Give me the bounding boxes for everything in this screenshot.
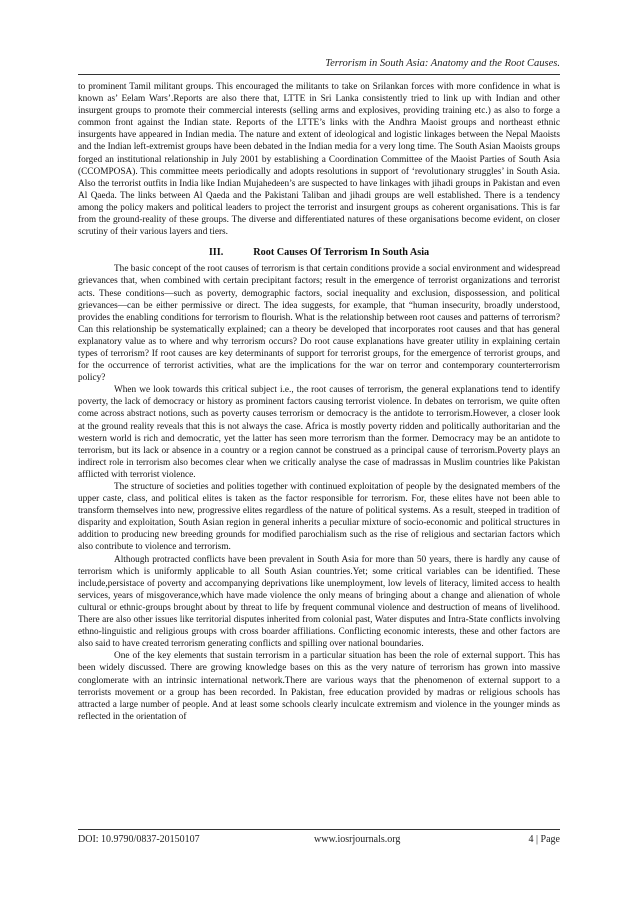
footer-doi: DOI: 10.9790/0837-20150107 bbox=[78, 834, 200, 845]
paragraph: The basic concept of the root causes of terrorism is that certain conditions provide a social environment and widespread grievances that, when combined with certain precipitant factors; result in the emergence of terrorist organizations and terrorist acts. These conditions—such as poverty, demographic factors, social inequality and exclusion, dispossession, and political grievances—can be either permissive or direct. The idea suggests, for example, that “human insecurity, broadly understood, provides the enabling conditions for terrorism to flourish. What is the relationship between root causes and patterns of terrorism? Can this relationship be systematically explained; can a theory be developed that incorporates root causes and that has general explanatory value as to where and why terrorism occurs? Do root cause explanations have greater utility in explaining certain types of terrorism? If root causes are key determinants of support for terrorist groups, for the emergence of terrorist groups, and for the occurrence of terrorist activities, what are the implications for the war on terror and contemporary counterterrorism policy? bbox=[78, 264, 560, 384]
section-number: III. bbox=[208, 247, 224, 259]
paragraph: Although protracted conflicts have been prevalent in South Asia for more than 50 years, there is hardly any cause of terrorism which is uniformly applicable to all South Asian countries.Yet; some critical variables can be identified. These include,persistace of poverty and accompanying deprivations like unemployment, low levels of literacy, limited access to health services, years of misgoverance,which have made violence the only means of bringing about a change and alienation of whole cultural or ethnic-groups brought about by threat to life by frequent communal violence and destruction of means of livelihood. There are also other issues like territorial disputes inherited from colonial past, Water disputes and Intra-State conflicts involving ethno-linguistic and religious groups with cross boarder affiliations. Conflicting economic interests, these and other factors are also said to have created terrorism generating conflicts and spilling over national boundaries. bbox=[78, 554, 560, 650]
section-title: Root Causes Of Terrorism In South Asia bbox=[253, 247, 430, 259]
paragraph: One of the key elements that sustain terrorism in a particular situation has been the role of external support. This has been widely discussed. There are growing knowledge bases on this as the very nature of terrorism has grown into massive conglomerate with an intrinsic international network.There are various ways that the phenomenon of external support to a terrorists movement or a group has been recorded. In Pakistan, free education provided by madras or religious schools has attracted a large number of people. And at least some schools clearly inculcate extremism and violence in the younger minds as reflected in the orientation of bbox=[78, 651, 560, 722]
paragraph: The structure of societies and polities together with continued exploitation of people by the designated members of the upper caste, class, and political elites is taken as the factor responsible for terrorism. For, these elites have not been able to transform themselves into new, progressive elites regardless of the nature of political systems. As a result, steeped in tradition of disparity and exploitation, South Asian region in general inherits a peculiar mixture of socio-economic and political structures in addition to producing new breeding grounds for modified parochialism such as the rise of religious and sectarian factors which also contribute to violence and terrorism. bbox=[78, 482, 560, 553]
footer-website: www.iosrjournals.org bbox=[314, 834, 401, 845]
footer-rule bbox=[78, 829, 560, 830]
header-rule bbox=[78, 74, 560, 75]
section-heading bbox=[78, 247, 560, 259]
body-text bbox=[78, 81, 560, 723]
paragraph: When we look towards this critical subject i.e., the root causes of terrorism, the general explanations tend to identify poverty, the lack of democracy or history as prominent factors causing terrorist violence. In debates on terrorism, we quite often come across abstract notions, such as poverty causes terrorism or democracy is the antidote to terrorism.However, a closer look at the ground reality reveals that this is not always the case. Africa is mostly poverty ridden and politically authoritarian and the western world is rich and democratic, yet the latter has seen more terrorism than the former. Democracy may be an antidote to terrorism, but its lack or absence in a country or a region cannot be construed as a principal cause of terrorism.Poverty plays an indirect role in terrorism also becomes clear when we critically analyse the case of madrassas in Muslim countries like Pakistan afflicted with terrorist violence. bbox=[78, 385, 560, 480]
running-header: Terrorism in South Asia: Anatomy and the Root Causes. bbox=[325, 58, 560, 69]
footer-page-number: 4 | Page bbox=[528, 834, 560, 845]
paragraph: to prominent Tamil militant groups. This encouraged the militants to take on Srilankan forces with more confidence in what is known as’ Eelam Wars’.Reports are also there that, LTTE in Sri Lanka consistently tried to link up with Indian and other insurgent groups to promote their commercial interests (selling arms and explosives, providing training etc.) as also to forge a common front against the Indian state. Reports of the LTTE’s links with the Andhra Maoist groups and northeast ethnic insurgents have appeared in Indian media. The nature and extent of ideological and logistic linkages between the Nepal Maoists and the Indian left-extremist groups have been debated in the Indian media for a very long time. The South Asian Maoists groups forged an institutional relationship in July 2001 by establishing a Coordination Committee of the Maoist Parties of South Asia (CCOMPOSA). This committee meets periodically and adopts resolutions in support of ‘revolutionary struggles’ in South Asia. Also the terrorist outfits in India like Indian Mujahedeen’s are suspected to have linkages with jihadi groups in Pakistan and even Al Qaeda. The links between Al Qaeda and the Pakistani Taliban and jihadi groups are well established. There is a tendency among the policy makers and political leaders to project the terrorist and insurgent groups as coherent organisations. This is far from the ground-reality of these groups. The diverse and differentiated natures of these organisations become evident, on closer scrutiny of their various layers and tiers. bbox=[78, 82, 560, 238]
